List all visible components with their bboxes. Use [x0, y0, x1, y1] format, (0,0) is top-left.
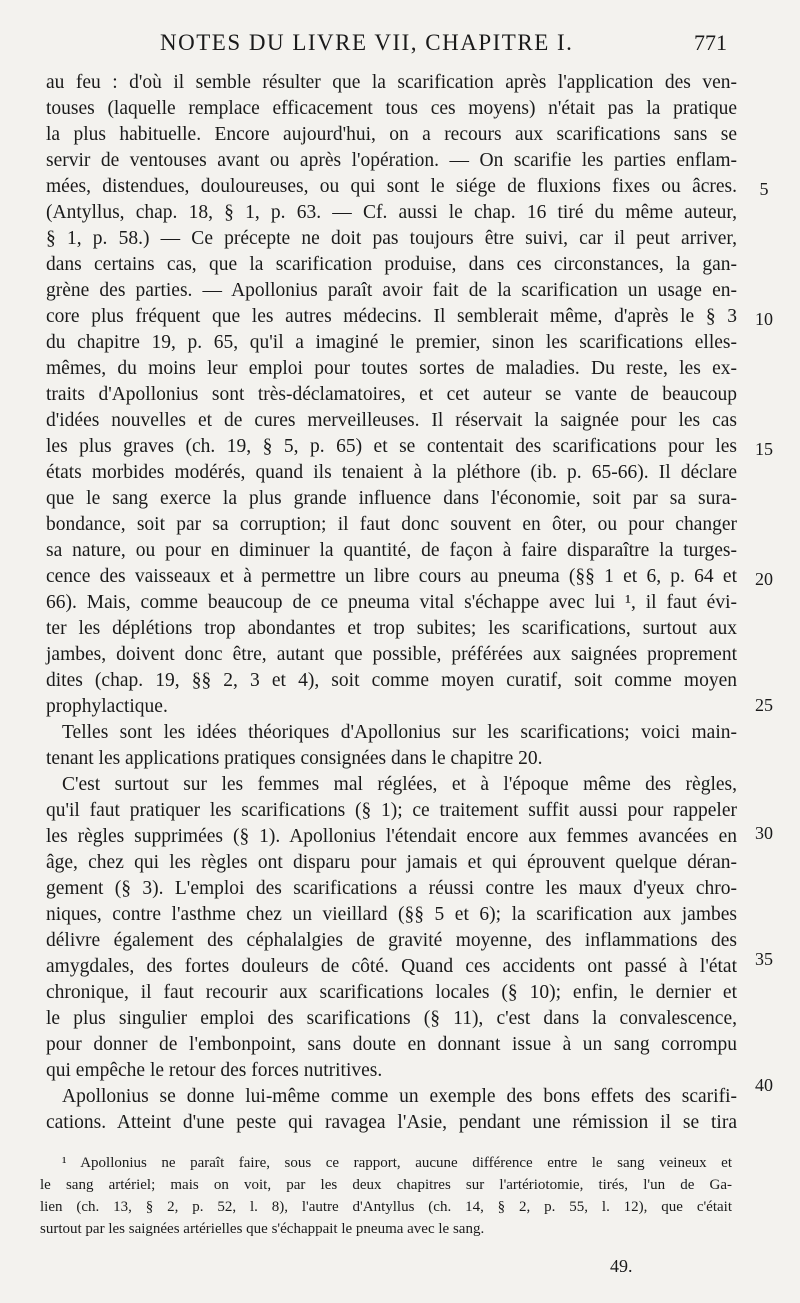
footnote-line: le sang artériel; mais on voit, par les deux chapitres sur l'artériotomie, tirés, l'un de Ga-: [40, 1177, 732, 1193]
text-line: touses (laquelle remplace efficacement tous ces moyens) n'était pas la pratique: [46, 98, 737, 119]
text-line: dites (chap. 19, §§ 2, 3 et 4), soit comme moyen curatif, soit comme moyen: [46, 670, 737, 691]
text-line: bondance, soit par sa corruption; il faut donc souvent en ôter, ou pour changer: [46, 514, 737, 535]
margin-line-number: 15: [755, 439, 773, 459]
text-line: délivre également des céphalalgies de gravité moyenne, des inflammations des: [46, 930, 737, 951]
text-line: Telles sont les idées théoriques d'Apollonius sur les scarifications; voici main-: [62, 722, 737, 743]
text-line: jambes, doivent donc être, autant que possible, préférées aux saignées proprement: [46, 644, 737, 665]
footnote-line: surtout par les saignées artérielles que s'échappait le pneuma avec le sang.: [40, 1221, 485, 1237]
text-line: sa nature, ou pour en diminuer la quantité, de façon à faire disparaître la turges-: [46, 540, 737, 561]
text-line: gement (§ 3). L'emploi des scarifications a réussi contre les maux d'yeux chro-: [46, 878, 737, 899]
text-line: mées, distendues, douloureuses, ou qui sont le siége de fluxions fixes ou âcres.: [46, 176, 737, 197]
text-line: dans certains cas, que la scarification produise, dans ces circonstances, la gan-: [46, 254, 737, 275]
margin-line-number: 10: [755, 309, 773, 329]
page-number: 771: [694, 30, 727, 55]
text-line: (Antyllus, chap. 18, § 1, p. 63. — Cf. aussi le chap. 16 tiré du même auteur,: [46, 202, 737, 223]
text-line: core plus fréquent que les autres médecins. Il semblerait même, d'après le § 3: [46, 306, 737, 327]
margin-line-number: 25: [755, 695, 773, 715]
text-line: 66). Mais, comme beaucoup de ce pneuma vital s'échappe avec lui ¹, il faut évi-: [46, 592, 737, 613]
margin-line-number: 5: [759, 179, 769, 199]
text-line: la plus habituelle. Encore aujourd'hui, on a recours aux scarifications sans se: [46, 124, 737, 145]
text-line: amygdales, des fortes douleurs de côté. Quand ces accidents ont passé à l'état: [46, 956, 737, 977]
text-line: le plus singulier emploi des scarifications (§ 11), c'est dans la convalescence,: [46, 1008, 737, 1029]
text-line: pour donner de l'embonpoint, sans doute en donnant issue à un sang corrompu: [46, 1034, 737, 1055]
text-line: qui empêche le retour des forces nutritives.: [46, 1060, 383, 1081]
margin-line-number: 20: [755, 569, 773, 589]
text-line: du chapitre 19, p. 65, qu'il a imaginé le premier, sinon les scarifications elles-: [46, 332, 737, 353]
text-line: les règles supprimées (§ 1). Apollonius l'étendait encore aux femmes avancées en: [46, 826, 737, 847]
text-line: cations. Atteint d'une peste qui ravagea l'Asie, pendant une rémission il se tira: [46, 1112, 737, 1133]
text-line: mêmes, du moins leur emploi pour toutes sortes de maladies. Du reste, les ex-: [46, 358, 737, 379]
text-line: ter les déplétions trop abondantes et trop subites; les scarifications, surtout aux: [46, 618, 737, 639]
text-line: d'idées nouvelles et de cures merveilleuses. Il réservait la saignée pour les cas: [46, 410, 737, 431]
text-line: traits d'Apollonius sont très-déclamatoires, et cet auteur se vante de beaucoup: [46, 384, 737, 405]
footnote-line: lien (ch. 13, § 2, p. 52, l. 8), l'autre d'Antyllus (ch. 14, § 2, p. 55, l. 12), que c'était: [40, 1199, 732, 1215]
text-line: états morbides modérés, quand ils tenaient à la pléthore (ib. p. 65-66). Il déclare: [46, 462, 737, 483]
text-line: grène des parties. — Apollonius paraît avoir fait de la scarification un usage en-: [46, 280, 737, 301]
text-line: âge, chez qui les règles ont disparu pour jamais et qui éprouvent quelque déran-: [46, 852, 737, 873]
text-line: servir de ventouses avant ou après l'opération. — On scarifie les parties enflam-: [46, 150, 737, 171]
text-line: prophylactique.: [46, 696, 168, 717]
text-line: cence des vaisseaux et à permettre un libre cours au pneuma (§§ 1 et 6, p. 64 et: [46, 566, 737, 587]
signature-mark: 49.: [610, 1256, 633, 1276]
margin-line-number: 35: [755, 949, 773, 969]
running-title: NOTES DU LIVRE VII, CHAPITRE I.: [160, 30, 574, 55]
text-line: Apollonius se donne lui-même comme un exemple des bons effets des scarifi-: [62, 1086, 737, 1107]
text-line: chronique, il faut recourir aux scarifications locales (§ 10); enfin, le dernier et: [46, 982, 737, 1003]
text-line: les plus graves (ch. 19, § 5, p. 65) et se contentait des scarifications pour les: [46, 436, 737, 457]
text-line: tenant les applications pratiques consignées dans le chapitre 20.: [46, 748, 543, 769]
text-line: § 1, p. 58.) — Ce précepte ne doit pas toujours être suivi, car il peut arriver,: [46, 228, 737, 249]
text-line: au feu : d'où il semble résulter que la scarification après l'application des ven-: [46, 72, 737, 93]
text-line: C'est surtout sur les femmes mal réglées, et à l'époque même des règles,: [62, 774, 737, 795]
margin-line-number: 30: [755, 823, 773, 843]
text-line: que le sang exerce la plus grande influence dans l'économie, soit par sa sura-: [46, 488, 737, 509]
text-line: qu'il faut pratiquer les scarifications (§ 1); ce traitement suffit aussi pour rappeler: [46, 800, 737, 821]
text-line: niques, contre l'asthme chez un vieillard (§§ 5 et 6); la scarification aux jambes: [46, 904, 737, 925]
footnote-line: ¹ Apollonius ne paraît faire, sous ce rapport, aucune différence entre le sang veineux et: [62, 1155, 732, 1171]
margin-line-number: 40: [755, 1075, 773, 1095]
